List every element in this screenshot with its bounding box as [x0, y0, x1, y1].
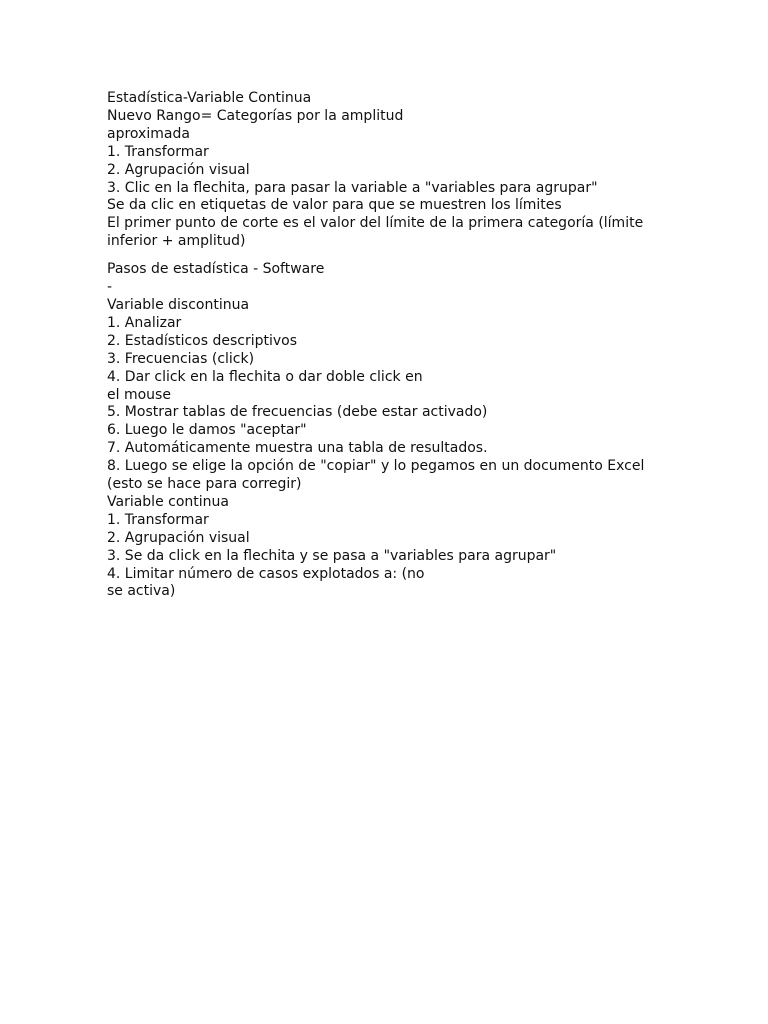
- list-item: 2. Agrupación visual: [107, 529, 250, 546]
- text-line: Se da clic en etiquetas de valor para que se muestren los límites: [107, 197, 562, 214]
- list-item: 6. Luego le damos "aceptar": [107, 422, 307, 439]
- section-variable-continua: [107, 90, 667, 251]
- list-item: 3. Se da click en la flechita y se pasa a "variables para agrupar": [107, 547, 557, 564]
- text-line: El primer punto de corte es el valor del límite de la primera categoría (límite: [107, 215, 644, 232]
- list-item: 7. Automáticamente muestra una tabla de resultados.: [107, 440, 488, 457]
- list-item: 2. Estadísticos descriptivos: [107, 332, 298, 349]
- list-item: 1. Transformar: [107, 143, 209, 160]
- text-line: Nuevo Rango= Categorías por la amplitud: [107, 107, 404, 124]
- list-item: 2. Agrupación visual: [107, 161, 250, 178]
- text-line: se activa): [107, 583, 176, 600]
- document-body: [107, 90, 667, 601]
- section-pasos-software: [107, 261, 667, 601]
- list-item: 3. Clic en la flechita, para pasar la variable a "variables para agrupar": [107, 179, 598, 196]
- separator-dash: -: [107, 279, 113, 296]
- list-item: 4. Limitar número de casos explotados a: (no: [107, 565, 425, 582]
- list-item: 3. Frecuencias (click): [107, 350, 255, 367]
- list-item: 4. Dar click en la flechita o dar doble click en: [107, 368, 423, 385]
- subsection-title: Variable continua: [107, 493, 229, 510]
- section-title: Estadística-Variable Continua: [107, 90, 312, 106]
- list-item: 1. Transformar: [107, 511, 209, 528]
- section-title: Pasos de estadística - Software: [107, 261, 325, 278]
- list-item: 8. Luego se elige la opción de "copiar" y lo pegamos en un documento Excel: [107, 458, 645, 475]
- text-line: aproximada: [107, 125, 190, 142]
- list-item: 5. Mostrar tablas de frecuencias (debe estar activado): [107, 404, 488, 421]
- text-line: (esto se hace para corregir): [107, 476, 302, 493]
- text-line: inferior + amplitud): [107, 233, 246, 250]
- text-line: el mouse: [107, 386, 171, 403]
- list-item: 1. Analizar: [107, 314, 182, 331]
- subsection-title: Variable discontinua: [107, 296, 250, 313]
